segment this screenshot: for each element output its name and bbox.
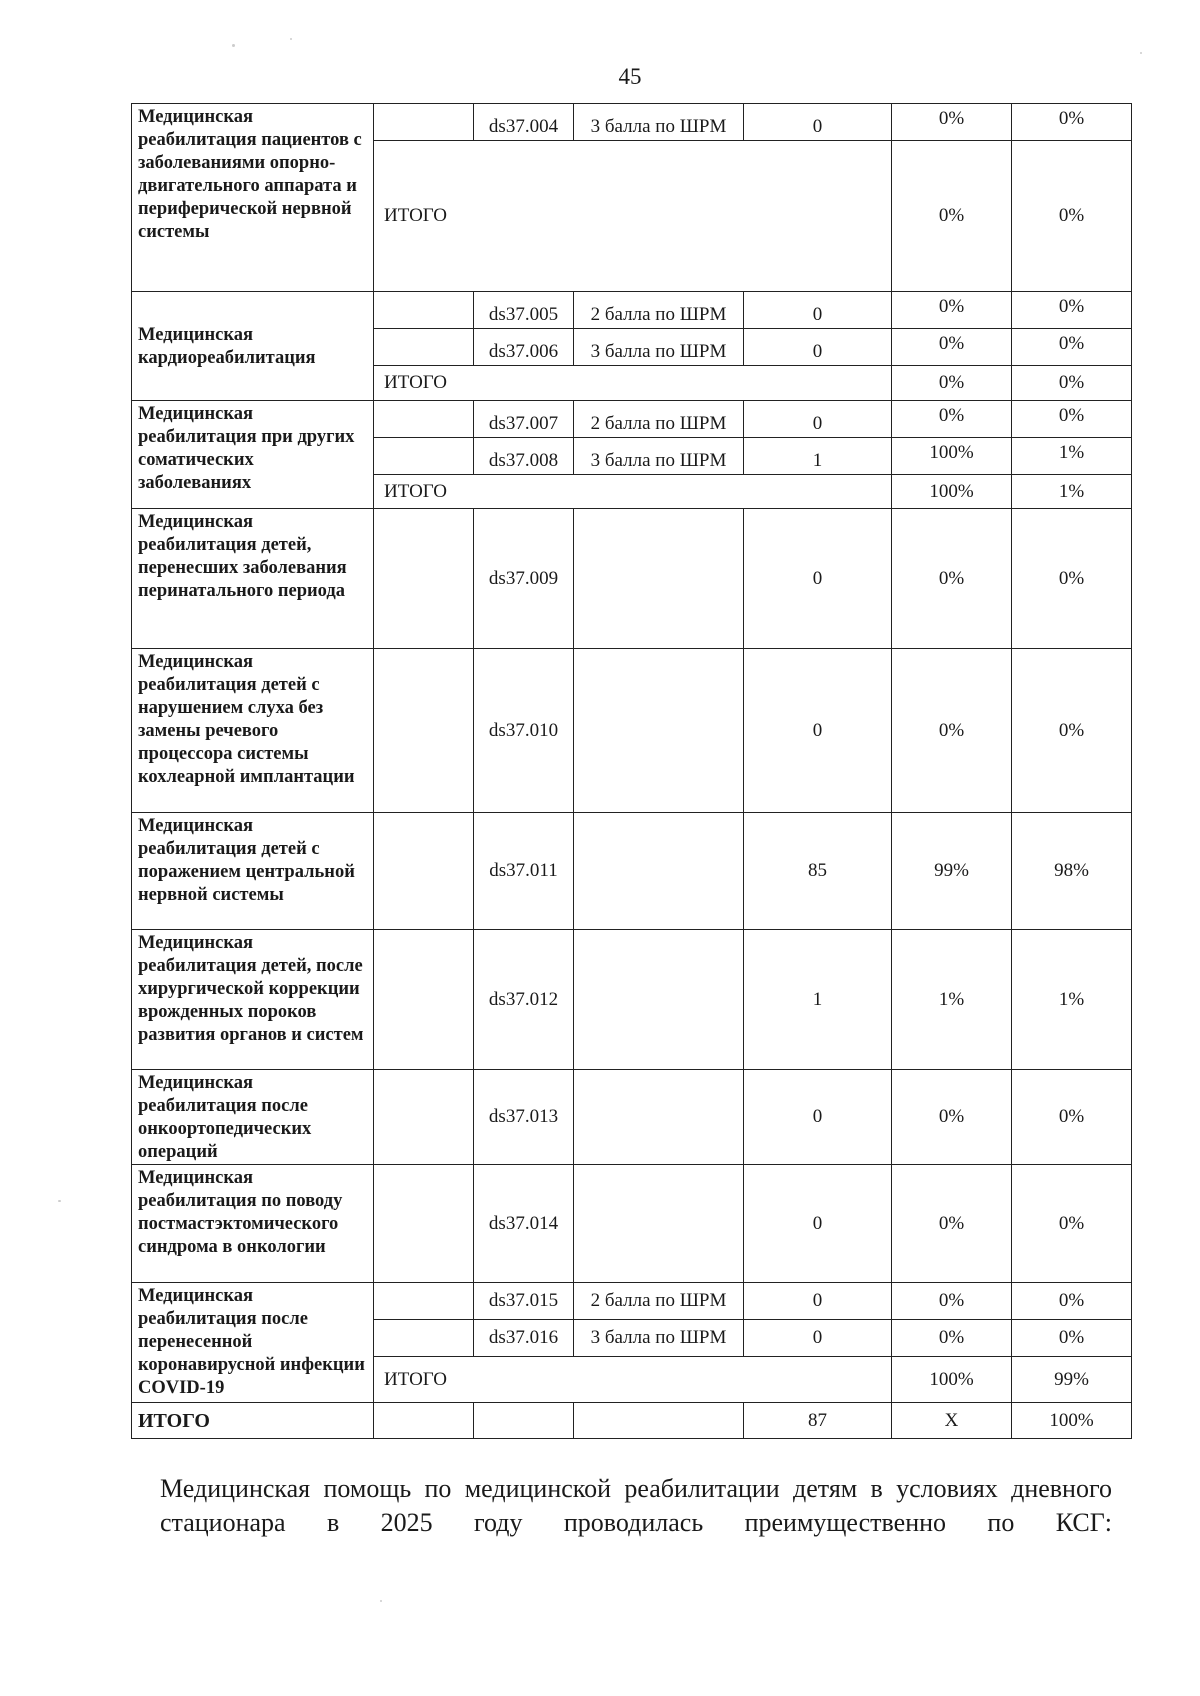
total-row	[132, 1403, 1132, 1439]
case-count: 0	[744, 292, 892, 329]
total-share-in-group: Х	[892, 1403, 1012, 1439]
case-count: 85	[744, 813, 892, 930]
share-in-group: 0%	[892, 401, 1012, 438]
table-row	[132, 401, 1132, 438]
empty-cell	[374, 438, 474, 475]
ksg-description: 2 балла по ШРМ	[574, 292, 744, 329]
group-label: Медицинская реабилитация по поводу постмастэктомического синдрома в онкологии	[132, 1165, 374, 1283]
table-row	[132, 930, 1132, 1070]
ksg-code: ds37.010	[474, 649, 574, 813]
subtotal-share-in-group: 100%	[892, 475, 1012, 509]
ksg-description	[574, 649, 744, 813]
case-count: 0	[744, 1165, 892, 1283]
empty-cell	[374, 401, 474, 438]
empty-cell	[374, 509, 474, 649]
empty-cell	[374, 1165, 474, 1283]
table-row	[132, 1165, 1132, 1283]
scan-noise	[1140, 52, 1142, 54]
subtotal-label: ИТОГО	[374, 366, 892, 401]
share-in-group: 0%	[892, 1320, 1012, 1357]
page-number: 45	[618, 64, 642, 89]
empty-cell	[374, 1070, 474, 1165]
share-in-total: 0%	[1012, 104, 1132, 141]
empty-cell	[374, 1320, 474, 1357]
ksg-description: 3 балла по ШРМ	[574, 1320, 744, 1357]
group-label: Медицинская реабилитация пациентов с заболеваниями опорно-двигательного аппарата и периферической нервной системы	[132, 104, 374, 292]
subtotal-share-in-total: 0%	[1012, 366, 1132, 401]
empty-cell	[374, 649, 474, 813]
table-row	[132, 813, 1132, 930]
share-in-total: 0%	[1012, 1070, 1132, 1165]
empty-cell	[374, 813, 474, 930]
share-in-total: 0%	[1012, 292, 1132, 329]
ksg-code: ds37.009	[474, 509, 574, 649]
share-in-group: 100%	[892, 438, 1012, 475]
share-in-total: 0%	[1012, 401, 1132, 438]
share-in-group: 1%	[892, 930, 1012, 1070]
case-count: 0	[744, 329, 892, 366]
share-in-group: 0%	[892, 649, 1012, 813]
rehabilitation-table	[131, 103, 1132, 1439]
body-paragraph: Медицинская помощь по медицинской реабилитации детям в условиях дневного стационара в 2025 году проводилась преимущественно по КСГ:	[160, 1474, 1112, 1537]
ksg-code: ds37.014	[474, 1165, 574, 1283]
scan-noise	[232, 44, 235, 47]
empty-cell	[374, 292, 474, 329]
ksg-code: ds37.007	[474, 401, 574, 438]
empty-cell	[574, 1403, 744, 1439]
subtotal-share-in-group: 100%	[892, 1357, 1012, 1403]
empty-cell	[374, 1403, 474, 1439]
ksg-description: 2 балла по ШРМ	[574, 401, 744, 438]
empty-cell	[374, 104, 474, 141]
total-label: ИТОГО	[132, 1403, 374, 1439]
share-in-group: 0%	[892, 509, 1012, 649]
ksg-description	[574, 509, 744, 649]
case-count: 0	[744, 649, 892, 813]
case-count: 1	[744, 438, 892, 475]
share-in-total: 0%	[1012, 329, 1132, 366]
ksg-code: ds37.006	[474, 329, 574, 366]
case-count: 0	[744, 1283, 892, 1320]
subtotal-share-in-group: 0%	[892, 366, 1012, 401]
share-in-total: 0%	[1012, 1320, 1132, 1357]
share-in-total: 98%	[1012, 813, 1132, 930]
share-in-group: 0%	[892, 1165, 1012, 1283]
ksg-code: ds37.011	[474, 813, 574, 930]
ksg-description	[574, 813, 744, 930]
table-row	[132, 1283, 1132, 1320]
subtotal-share-in-total: 1%	[1012, 475, 1132, 509]
subtotal-label: ИТОГО	[374, 475, 892, 509]
ksg-description	[574, 930, 744, 1070]
total-share-in-total: 100%	[1012, 1403, 1132, 1439]
share-in-group: 99%	[892, 813, 1012, 930]
case-count: 0	[744, 104, 892, 141]
scan-noise	[58, 1200, 61, 1202]
share-in-group: 0%	[892, 292, 1012, 329]
group-label: Медицинская реабилитация после перенесенной коронавирусной инфекции COVID-19	[132, 1283, 374, 1403]
ksg-code: ds37.008	[474, 438, 574, 475]
share-in-group: 0%	[892, 1070, 1012, 1165]
group-label: Медицинская реабилитация при других соматических заболеваниях	[132, 401, 374, 509]
group-label: Медицинская реабилитация после онкоортопедических операций	[132, 1070, 374, 1165]
subtotal-share-in-group: 0%	[892, 141, 1012, 292]
ksg-code: ds37.013	[474, 1070, 574, 1165]
ksg-description: 3 балла по ШРМ	[574, 104, 744, 141]
table-row	[132, 509, 1132, 649]
group-label: Медицинская реабилитация детей с нарушением слуха без замены речевого процессора системы кохлеарной имплантации	[132, 649, 374, 813]
case-count: 0	[744, 401, 892, 438]
group-label: Медицинская реабилитация детей с поражением центральной нервной системы	[132, 813, 374, 930]
ksg-description: 3 балла по ШРМ	[574, 329, 744, 366]
table-row	[132, 649, 1132, 813]
ksg-code: ds37.005	[474, 292, 574, 329]
subtotal-label: ИТОГО	[374, 1357, 892, 1403]
subtotal-label: ИТОГО	[374, 141, 892, 292]
case-count: 0	[744, 1320, 892, 1357]
share-in-total: 0%	[1012, 649, 1132, 813]
subtotal-share-in-total: 0%	[1012, 141, 1132, 292]
ksg-description: 2 балла по ШРМ	[574, 1283, 744, 1320]
ksg-code: ds37.004	[474, 104, 574, 141]
share-in-total: 0%	[1012, 1165, 1132, 1283]
table-row	[132, 292, 1132, 329]
group-label: Медицинская реабилитация детей, перенесших заболевания перинатального периода	[132, 509, 374, 649]
empty-cell	[374, 930, 474, 1070]
ksg-code: ds37.015	[474, 1283, 574, 1320]
empty-cell	[374, 1283, 474, 1320]
share-in-total: 1%	[1012, 438, 1132, 475]
table-row	[132, 1070, 1132, 1165]
share-in-total: 0%	[1012, 509, 1132, 649]
ksg-description: 3 балла по ШРМ	[574, 438, 744, 475]
share-in-group: 0%	[892, 104, 1012, 141]
share-in-group: 0%	[892, 1283, 1012, 1320]
table-row	[132, 104, 1132, 141]
empty-cell	[474, 1403, 574, 1439]
ksg-description	[574, 1070, 744, 1165]
case-count: 0	[744, 1070, 892, 1165]
ksg-description	[574, 1165, 744, 1283]
share-in-total: 1%	[1012, 930, 1132, 1070]
ksg-code: ds37.016	[474, 1320, 574, 1357]
total-count: 87	[744, 1403, 892, 1439]
ksg-code: ds37.012	[474, 930, 574, 1070]
share-in-total: 0%	[1012, 1283, 1132, 1320]
group-label: Медицинская кардиореабилитация	[132, 292, 374, 401]
scan-noise	[380, 1600, 382, 1602]
share-in-group: 0%	[892, 329, 1012, 366]
case-count: 0	[744, 509, 892, 649]
scan-noise	[290, 38, 292, 40]
case-count: 1	[744, 930, 892, 1070]
empty-cell	[374, 329, 474, 366]
group-label: Медицинская реабилитация детей, после хирургической коррекции врожденных пороков развития органов и систем	[132, 930, 374, 1070]
subtotal-share-in-total: 99%	[1012, 1357, 1132, 1403]
